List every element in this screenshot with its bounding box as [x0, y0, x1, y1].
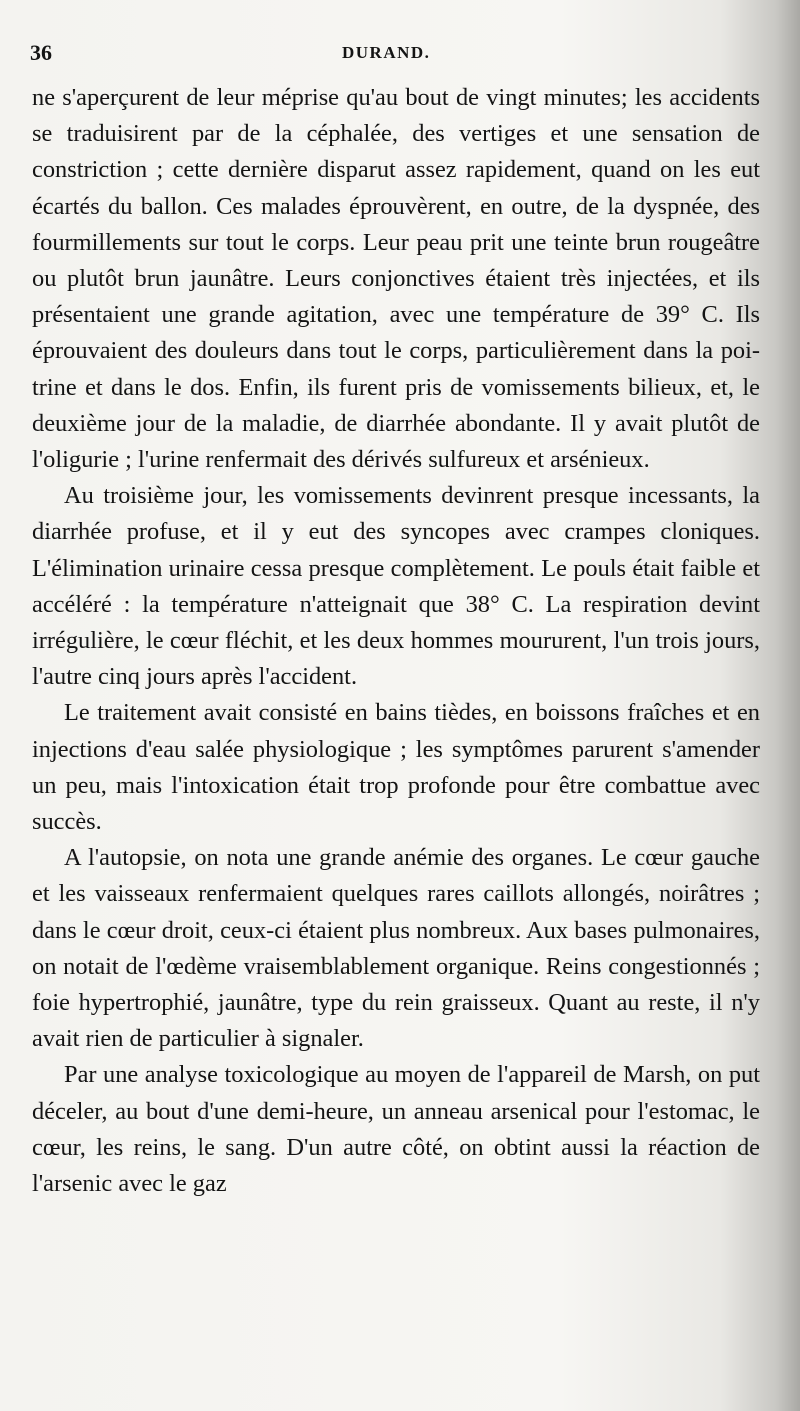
body-text: [32, 80, 760, 1202]
paragraph-toxicology: Par une analyse toxicologique au moyen de l'appareil de Marsh, on put déceler, au bout d'une demi-heure, un anneau arsenical pour l'estomac, le cœur, les reins, le sang. D'un autre côté, on obtint aussi la réaction de l'arsenic avec le gaz: [32, 1061, 760, 1198]
paragraph-treatment: Le traitement avait consisté en bains tièdes, en boissons fraîches et en injections d'eau salée physiologique ; les symptômes parurent s'amender un peu, mais l'intoxication était trop profonde pour être combattue avec succès.: [32, 699, 760, 836]
paragraph-third-day: Au troisième jour, les vomissements devinrent presque incessants, la diarrhée profuse, et il y eut des syncopes avec crampes cloniques. L'élimination urinaire cessa presque complètement. Le pouls était faible et accéléré : la température n'atteignait que 38° C. La respiration devint irrégulière, le cœur fléchit, et les deux hommes moururent, l'un trois jours, l'autre cinq jours après l'accident.: [32, 482, 760, 691]
page-header: [30, 40, 760, 70]
paragraph-autopsy: A l'autopsie, on nota une grande anémie des organes. Le cœur gauche et les vaisseaux renfermaient quelques rares caillots allongés, noirâtres ; dans le cœur droit, ceux-ci étaient plus nombreux. Aux bases pulmonaires, on notait de l'œdème vraisemblablement organique. Reins congestionnés ; foie hypertrophié, jaunâtre, type du rein graisseux. Quant au reste, il n'y avait rien de particulier à signaler.: [32, 844, 760, 1053]
paragraph-continuation: ne s'aperçurent de leur méprise qu'au bout de vingt minutes; les accidents se traduisirent par de la céphalée, des vertiges et une sensation de constriction ; cette dernière disparut assez rapidement, quand on les eut écartés du ballon. Ces malades éprouvèrent, en outre, de la dyspnée, des fourmillements sur tout le corps. Leur peau prit une teinte brun rougeâtre ou plutôt brun jaunâtre. Leurs conjonctives étaient très injectées, et ils présentaient une grande agitation, avec une température de 39° C. Ils éprouvaient des douleurs dans tout le corps, particulièrement dans la poitrine et dans le dos. Enfin, ils furent pris de vomissements bilieux, et, le deuxième jour de la maladie, de diarrhée abondante. Il y avait plutôt de l'oligurie ; l'urine renfermait des dérivés sulfureux et arsénieux.: [32, 84, 760, 474]
page-number: 36: [30, 40, 52, 65]
running-title: DURAND.: [342, 43, 431, 62]
